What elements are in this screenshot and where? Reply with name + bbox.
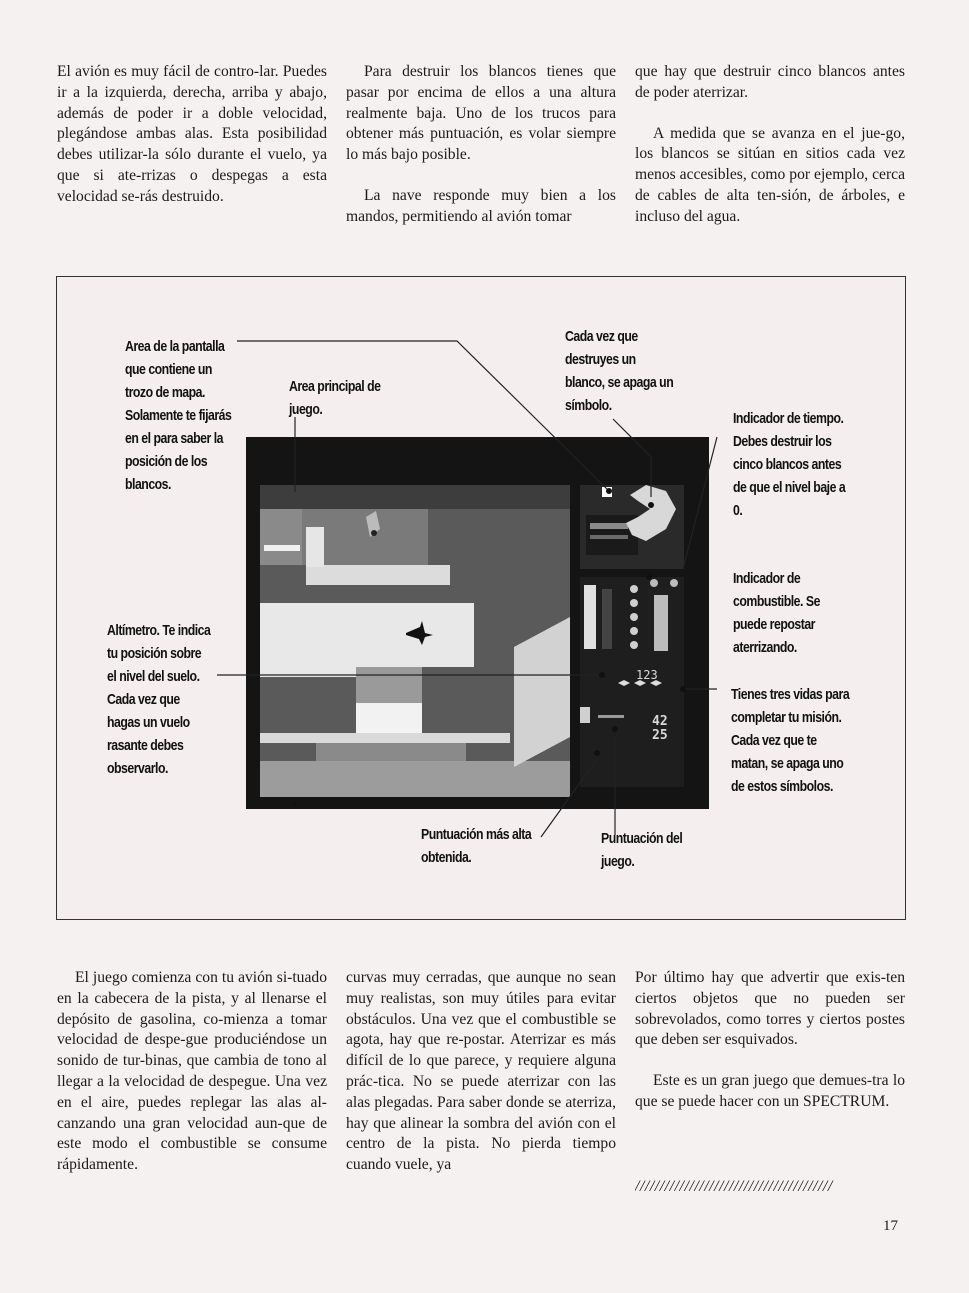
top-column-3 [635, 62, 905, 248]
label-fuel: Indicador de combustible. Se puede repostar aterrizando. [733, 570, 820, 656]
bottom-column-1 [57, 968, 327, 1196]
paragraph: Para destruir los blancos tienes que pasar por encima de ellos a una altura realmente baja. Uno de los trucos para obtener más puntuación, es volar siempre lo más bajo posible. [346, 63, 616, 164]
label-map-area: Area de la pantalla que contiene un trozo de mapa. Solamente te fijarás en el para saber la posición de los blancos. [125, 338, 232, 493]
paragraph: A medida que se avanza en el jue-go, los blancos se sitúan en sitios cada vez menos accesibles, como por ejemplo, cerca de cables de alta ten-sión, de árboles, e incluso del agua. [635, 124, 905, 225]
score-top-digits: 42 [652, 714, 668, 729]
label-score: Puntuación del juego. [601, 830, 683, 870]
paragraph: El avión es muy fácil de contro-lar. Puedes ir a la izquierda, derecha, arriba y abajo, además de poder ir a doble velocidad, plegándose ambas alas. Esta posibilidad debes utilizar-la sólo durante el vuelo, ya que si ate-rrizas o despegas a esta velocidad se-rás destruido. [57, 63, 327, 205]
end-mark: //////////////////////////////////////// [635, 1178, 833, 1195]
top-column-1 [57, 62, 327, 228]
top-column-2 [346, 62, 616, 248]
score-bottom-digits: 25 [652, 728, 668, 743]
label-high-score: Puntuación más alta obtenida. [421, 826, 532, 866]
label-time: Indicador de tiempo. Debes destruir los cinco blancos antes de que el nivel baje a 0. [733, 410, 846, 519]
bottom-column-2 [346, 968, 616, 1196]
bottom-column-3 [635, 968, 905, 1133]
lives-digits: 123 [636, 668, 658, 682]
paragraph: Este es un gran juego que demues-tra lo que se puede hacer con un SPECTRUM. [635, 1072, 905, 1110]
paragraph: curvas muy cerradas, que aunque no sean muy realistas, son muy útiles para evitar obstáculos. Una vez que el combustible se agota, hay que re-postar. Aterrizar es más difícil de lo que parece, y requiere alguna prác-tica. No se puede aterrizar con las alas plegadas. Para saber donde se aterriza, hay que alinear la sombra del avión con el centro de la pista. No pierda tiempo cuando vuele, ya [346, 969, 616, 1174]
label-main-area: Area principal de juego. [289, 378, 381, 418]
label-lives: Tienes tres vidas para completar tu misión. Cada vez que te matan, se apaga uno de estos símbolos. [731, 686, 850, 795]
game-screen-figure [56, 276, 906, 920]
paragraph: que hay que destruir cinco blancos antes de poder aterrizar. [635, 63, 905, 101]
paragraph: La nave responde muy bien a los mandos, permitiendo al avión tomar [346, 186, 616, 225]
label-altimeter: Altímetro. Te indica tu posición sobre el nivel del suelo. Cada vez que hagas un vuelo rasante debes observarlo. [107, 622, 211, 777]
label-symbol: Cada vez que destruyes un blanco, se apaga un símbolo. [565, 328, 674, 414]
paragraph: El juego comienza con tu avión si-tuado en la cabecera de la pista, y al llenarse el depósito de gasolina, co-mienza a tomar velocidad de despe-gue produciéndose un sonido de tur-binas, que cambia de tono al llegar a la velocidad de despegue. Una vez en el aire, puedes replegar las alas al-canzando una gran velocidad aun-que de este modo el combustible se consume rápidamente. [57, 969, 327, 1174]
paragraph: Por último hay que advertir que exis-ten ciertos objetos que no pueden ser sobrevolados, como torres y ciertos postes que deben ser esquivados. [635, 969, 905, 1049]
page-number: 17 [883, 1218, 898, 1234]
